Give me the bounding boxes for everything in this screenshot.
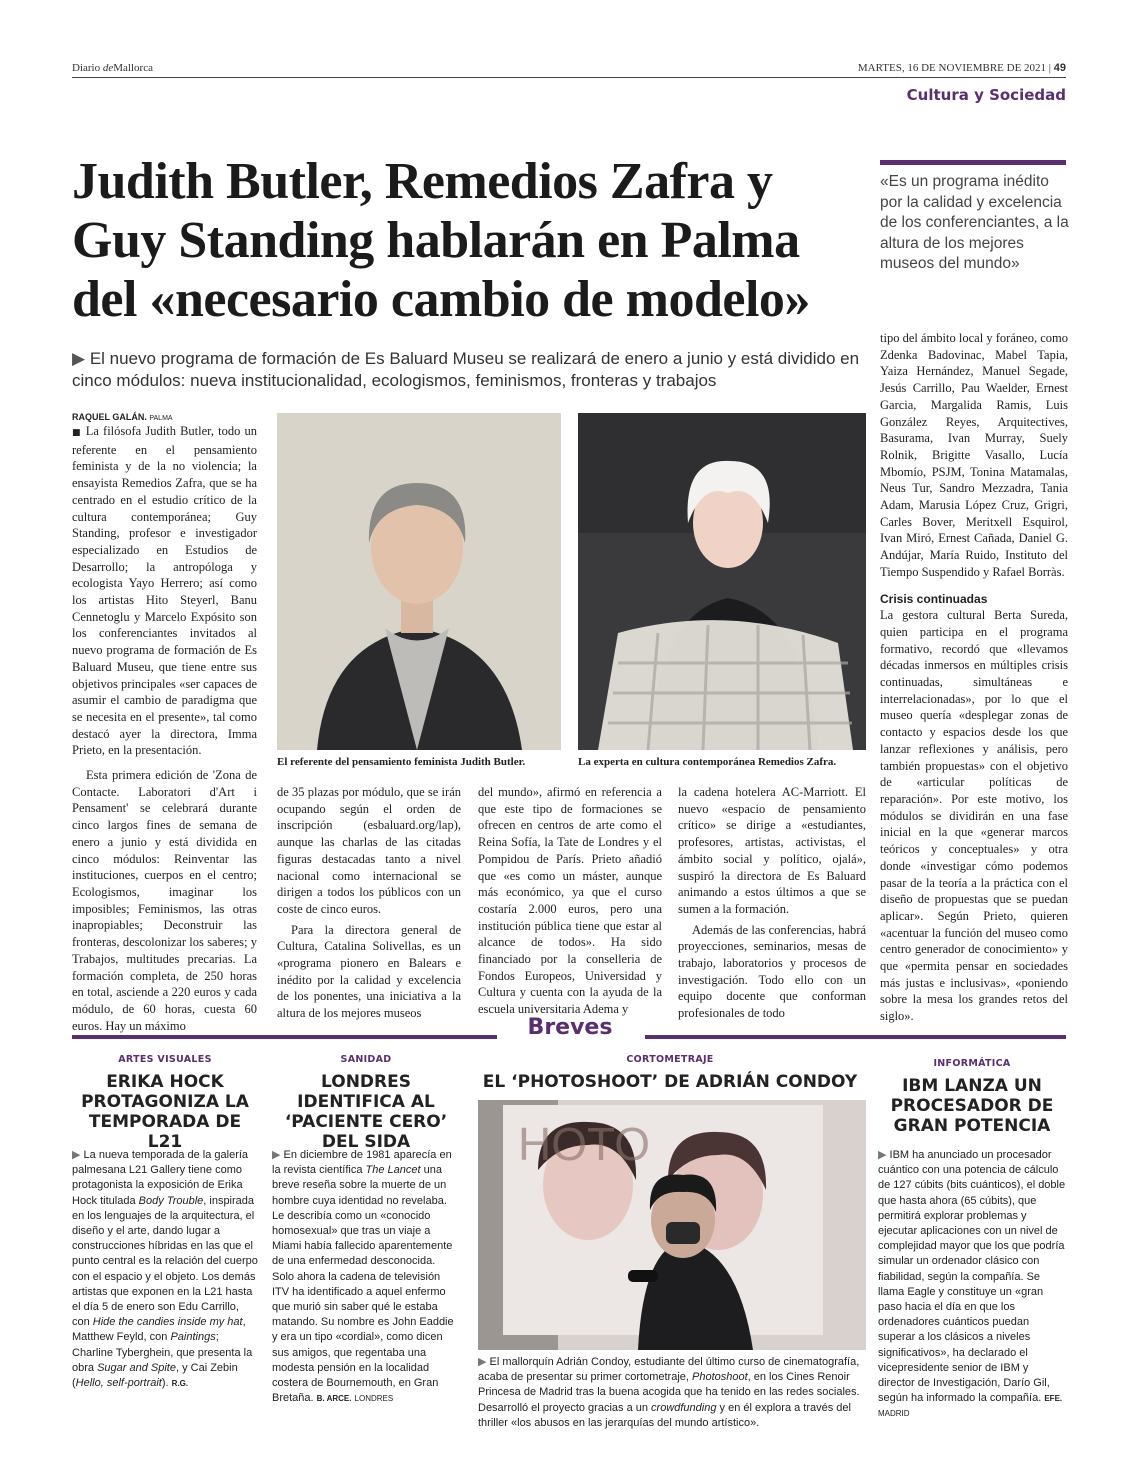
breve-headline: LONDRES IDENTIFICA AL ‘PACIENTE CERO’ DEL SIDA: [284, 1072, 448, 1152]
breve-text: ▶ La nueva temporada de la galería palmesana L21 Gallery tiene como protagonista la exposición de Erika Hock titulada Body Trouble, inspirada en los lenguajes de la arquitectura, el diseño y el arte, dando lugar a construcciones híbridas en las que el punto central es la relación del cuerpo con el espacio y el objeto. Los demás artistas que exponen en la L21 hasta el día 5 de enero son Edu Carrillo, con Hide the candies inside my hat, Matthew Feyld, con Paintings; Charline Tyberghein, que presenta la obra Sugar and Spite, y Cai Zebin (Hello, self-portrait). R.G.: [72, 1149, 258, 1390]
breve-headline: EL ‘PHOTOSHOOT’ DE ADRIÁN CONDOY: [482, 1072, 858, 1092]
page-number: 49: [1053, 62, 1066, 74]
breves-rule-right: [645, 1035, 1066, 1039]
article-column-3: del mundo», afirmó en referencia a que este tipo de formaciones se ofrecen en centros de arte como el Reina Sofía, la Tate de Londres y el Pompidou de París. Prieto añadió que «es como un máster, aunque más económico, ya que el curso costaría 2.000 euros, pero una institución pública tiene que estar al alcance de todos». Ha sido financiado por la conselleria de Fondos Europeos, Universidad y Cultura y cuenta con la ayuda de la escuela universitaria Adema y: [478, 785, 662, 1017]
photo-judith-butler: [277, 413, 561, 750]
page-date: MARTES, 16 DE NOVIEMBRE DE 2021 | 49: [857, 62, 1066, 74]
pull-quote-bar: [880, 160, 1066, 165]
breves-rule-left: [72, 1035, 497, 1039]
breve-headline: ERIKA HOCK PROTAGONIZA LA TEMPORADA DE L21: [81, 1072, 249, 1152]
portrait-illustration: [277, 413, 561, 750]
section-title: Cultura y Sociedad: [906, 86, 1066, 104]
breve-kicker: CORTOMETRAJE: [626, 1054, 714, 1065]
article-column-5: tipo del ámbito local y foráneo, como Zdenka Badovinac, Mabel Tapia, Yaiza Hernández, Manuel Segade, Jesús Carrillo, Pau Waelder, Ernest Garcia, Margalida Ramis, Luis González Reyes, Arquitectives, Basurama, Ivan Murray, Suely Rolnik, Brigitte Vasallo, Lucía Mbomío, PSJM, Tonina Matamalas, Neus Tur, Sandro Mezzadra, Tania Adam, Marusia López Cruz, Grigri, Carles Bover, Meritxell Esquirol, Ivan Miró, Ernest Cañada, Daniel G. Andújar, María Ruido, Instituto del Tiempo Suspendido y Rafael Borràs. Crisis continuadas La gestora cultural Berta Sureda, quien participa en el programa formativo, recordó que «llevamos décadas inmersos en múltiples crisis continuadas, simultáneas e interrelacionadas», por lo que el museo quería «desplegar zonas de contacto y espacios desde los que lanzar reflexiones y análisis, pero también propuestas» con el objetivo de «articular políticas de reparación». Por este motivo, los módulos se dividirán en una fase inicial en la que «generar marcos teóricos y conceptuales» y otra donde «investigar cómo podemos pasar de la teoría a la práctica con el diseño de propuestas que se puedan aplicar». Según Prieto, quieren «acentuar la función del museo como centro generador de conocimiento» y que «permita pensar en sociedades más justas e inclusivas», «poniendo sobre la mesa los grandes retos del siglo».: [880, 331, 1068, 1024]
subheading: Crisis continuadas: [880, 591, 988, 606]
breve-kicker: INFORMÁTICA: [933, 1058, 1011, 1069]
svg-text:HOTO: HOTO: [518, 1118, 651, 1170]
photo-remedios-zafra: [578, 413, 866, 750]
article-headline: Judith Butler, Remedios Zafra y Guy Standing hablarán en Palma del «necesario cambio de modelo»: [72, 153, 810, 328]
breve-text: ▶ En diciembre de 1981 aparecía en la revista científica The Lancet una breve reseña sobre la muerte de un hombre cuya identidad no revelaba. Le describía como un «conocido homosexual» que tras un viaje a Miami había fallecido aparentemente de una enfermedad desconocida. Solo ahora la cadena de televisión ITV ha identificado a aquel enfermo que murió sin saber qué le estaba matando. Su nombre es John Eaddie y era un tipo «cordial», como dicen sus amigos, que regentaba una modesta pensión en la localidad costera de Bournemouth, en Gran Bretaña. B. ARCE. LONDRES: [272, 1149, 454, 1405]
breve-headline: IBM LANZA UN PROCESADOR DE GRAN POTENCIA: [890, 1076, 1054, 1136]
breve-text: ▶ IBM ha anunciado un procesador cuántico con una potencia de cálculo de 127 cúbits (bits cuánticos), el doble que hasta ahora (65 cúbits), que permitirá explorar problemas y ejecutar aplicaciones con un nivel de complejidad mayor que los que podría simular un ordenador clásico con fiabilidad, según la compañía. Se llama Eagle y constituye un «gran paso hacia el día en que los ordenadores cuánticos puedan superar a los clásicos a niveles significativos», ha declarado el vicepresidente senior de IBM y director de Investigación, Darío Gil, según ha informado la compañía. EFE. MADRID: [878, 1149, 1066, 1419]
triangle-bullet-icon: ▶: [478, 1356, 487, 1368]
header-rule: [72, 77, 1066, 78]
filmmaker-illustration: [478, 1100, 866, 1350]
breve-text: ▶ El mallorquín Adrián Condoy, estudiante del último curso de cinematografía, acaba de presentar su primer cortometraje, Photoshoot, en los Cines Renoir Princesa de Madrid tras la buena acogida que ha tenido en las redes sociales. Desarrolló el proyecto gracias a un crowdfunding y en él explora a través del thriller «los abusos en las jerarquías del mundo artístico».: [478, 1356, 860, 1429]
pull-quote: «Es un programa inédito por la calidad y excelencia de los conferenciantes, a la altura de los mejores museos del mundo»: [880, 173, 1069, 272]
breve-signature: R.G.: [171, 1379, 189, 1389]
breve-kicker: ARTES VISUALES: [118, 1054, 212, 1065]
triangle-bullet-icon: ▶: [878, 1149, 887, 1161]
triangle-bullet-icon: ▶: [72, 349, 86, 368]
article-column-1: ■ La filósofa Judith Butler, todo un referente en el pensamiento feminista y de la no violencia; la ensayista Remedios Zafra, que se ha centrado en el estudio crítico de la cultura contemporánea; Guy Standing, profesor e investigador especializado en Estudios de Desarrollo; la antropóloga y ecologista Yayo Herrero; así como los artistas Hito Steyerl, Banu Cennetoglu y Marcelo Expósito son los conferenciantes invitados al nuevo programa de formación de Es Baluard Museu, que tiene entre sus objetivos principales «ser capaces de asumir el cambio de paradigma que se necesita en el presente», tal como destacó ayer la directora, Imma Prieto, en la presentación. Esta primera edición de 'Zona de Contacte. Laboratori d'Art i Pensament' se celebrará durante cinco largos fines de semana de enero a junio y está dividida en cinco módulos: Reinventar las instituciones, cuerpos en el centro; Ecologismos, imaginar los imposibles; Feminismos, las otras inapropiables; Deconstruir las fronteras, descolonizar los saberes; y Trabajos, multitudes precarias. La formación completa, de 250 horas en total, asciende a 220 euros y cada módulo, de 60 horas, cuesta 60 euros. Hay un máximo: [72, 424, 257, 1033]
breve-kicker: SANIDAD: [340, 1054, 392, 1065]
article-column-2: de 35 plazas por módulo, que se irán ocupando según el orden de inscripción (esbaluard.org/lap), aunque las charlas de las citadas figuras destacadas tanto a nivel nacional como internacional se dirigen a todos los públicos con un coste de cinco euros. Para la directora general de Cultura, Catalina Solivellas, es un «programa pionero en Balears e inédito por la calidad y excelencia de los ponentes, una iniciativa a la altura de los mejores museos: [277, 785, 461, 1021]
article-deck: ▶ El nuevo programa de formación de Es Baluard Museu se realizará de enero a junio y está dividido en cinco módulos: nueva institucionalidad, ecologismos, feminismos, fronteras y trabajos: [72, 349, 860, 390]
breve-signature: EFE.: [1044, 1394, 1063, 1404]
triangle-bullet-icon: ▶: [72, 1149, 81, 1161]
square-bullet-icon: ■: [72, 428, 82, 438]
byline: RAQUEL GALÁN. PALMA: [72, 412, 173, 422]
publication-name: Diario deMallorca: [72, 62, 153, 74]
portrait-illustration: [578, 413, 866, 750]
photo-caption-butler: El referente del pensamiento feminista Judith Butler.: [277, 756, 526, 768]
triangle-bullet-icon: ▶: [272, 1149, 281, 1161]
article-column-4: la cadena hotelera AC-Marriott. El nuevo «espacio de pensamiento crítico» se dirige a «estudiantes, profesores, artistas, activistas, el ámbito social y político, ojalá», suspiró la directora de Es Baluard animando a estos últimos a que se sumen a la formación. Además de las conferencias, habrá proyecciones, seminarios, mesas de trabajo, laboratorios y procesos de investigación. Todo ello con un equipo docente que conforman profesionales de todo: [678, 785, 866, 1021]
photo-caption-zafra: La experta en cultura contemporánea Remedios Zafra.: [578, 756, 837, 768]
photo-adrian-condoy: [478, 1100, 866, 1350]
breve-signature: B. ARCE.: [316, 1394, 352, 1404]
breves-label: Breves: [527, 1015, 613, 1040]
